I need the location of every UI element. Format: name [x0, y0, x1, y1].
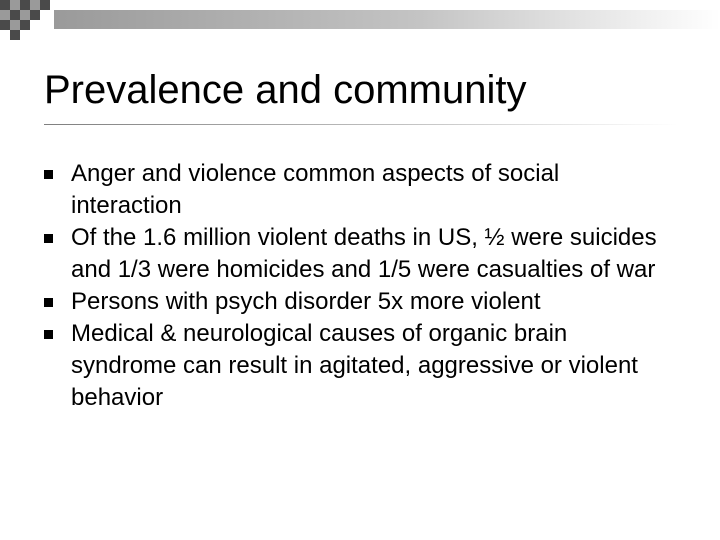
- bullet-text: Of the 1.6 million violent deaths in US, ½ were suicides and 1/3 were homicides and 1/5 were casualties of war: [71, 224, 657, 283]
- header-band: [54, 10, 720, 29]
- square-bullet-icon: [44, 298, 53, 307]
- bullet-list: [44, 158, 664, 414]
- square-bullet-icon: [44, 234, 53, 243]
- square-bullet-icon: [44, 330, 53, 339]
- header-decoration: [0, 0, 720, 44]
- title-divider: [44, 124, 678, 125]
- bullet-item: [44, 222, 664, 286]
- square-bullet-icon: [44, 170, 53, 179]
- bullet-text: Anger and violence common aspects of social interaction: [71, 160, 560, 219]
- slide-title: Prevalence and community: [44, 68, 527, 112]
- bullet-text: Persons with psych disorder 5x more violent: [71, 288, 541, 315]
- bullet-item: [44, 318, 664, 414]
- bullet-text: Medical & neurological causes of organic brain syndrome can result in agitated, aggressive or violent behavior: [71, 320, 638, 411]
- bullet-item: [44, 158, 664, 222]
- bullet-item: [44, 286, 664, 318]
